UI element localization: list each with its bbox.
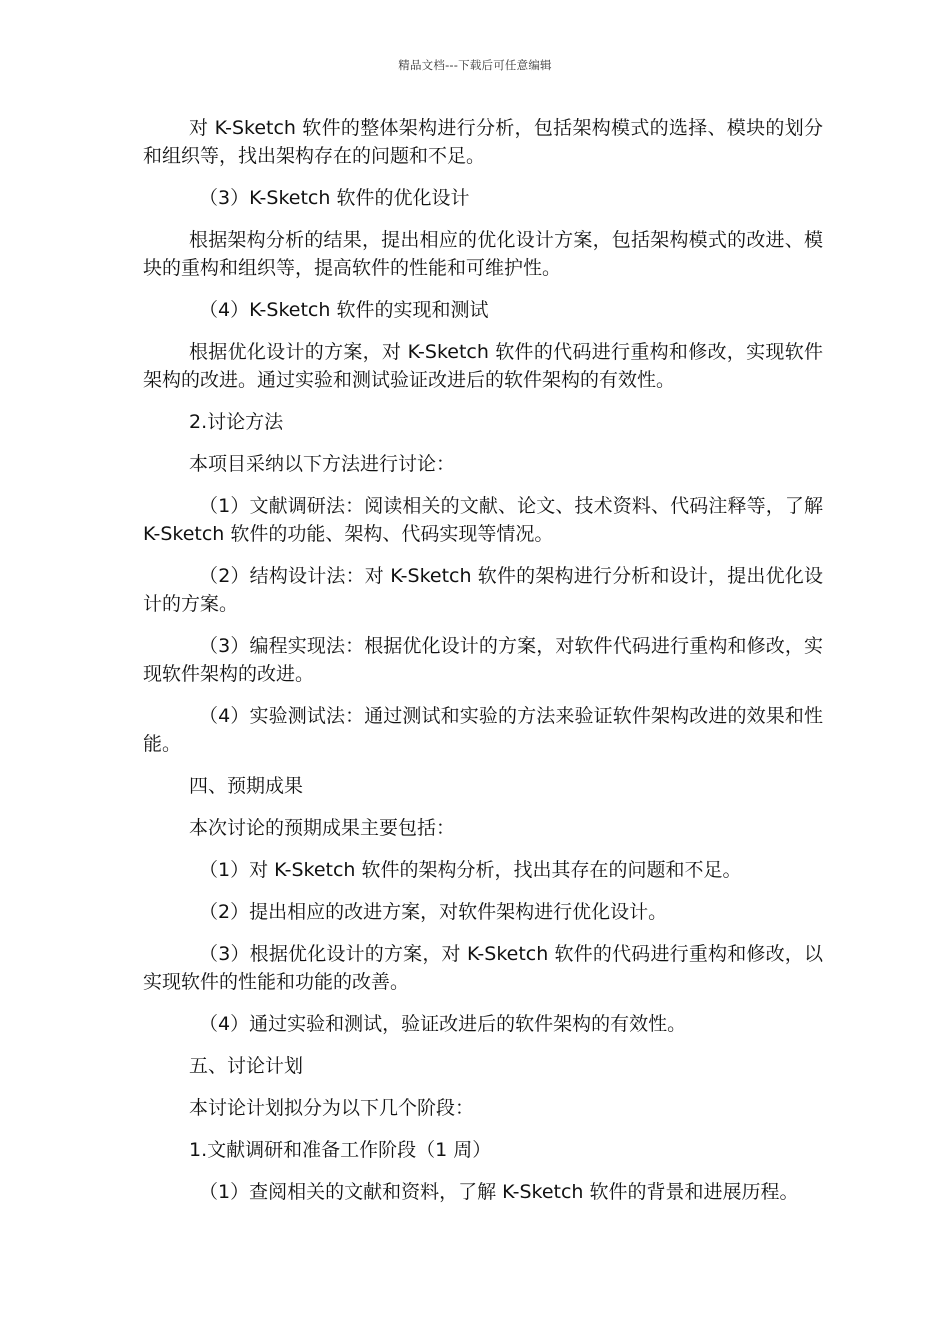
heading-research-plan: 五、讨论计划: [189, 1055, 304, 1077]
heading-expected-results: 四、预期成果: [189, 775, 304, 797]
list-item-expected-3: （3）根据优化设计的方案，对 K-Sketch 软件的代码进行重构和修改，以实现软件的性能和功能的改善。: [143, 943, 823, 993]
list-item-programming-method: （3）编程实现法：根据优化设计的方案，对软件代码进行重构和修改，实现软件架构的改进。: [143, 635, 823, 685]
paragraph-expected-intro: 本次讨论的预期成果主要包括：: [189, 817, 456, 839]
paragraph-methods-intro: 本项目采纳以下方法进行讨论：: [189, 453, 456, 475]
heading-research-methods: 2.讨论方法: [189, 411, 284, 433]
list-item-phase-1-step-1: （1）查阅相关的文献和资料，了解 K-Sketch 软件的背景和进展历程。: [199, 1181, 799, 1203]
list-item-structure-design-method: （2）结构设计法：对 K-Sketch 软件的架构进行分析和设计，提出优化设计的方案。: [143, 565, 823, 615]
paragraph-plan-intro: 本讨论计划拟分为以下几个阶段：: [189, 1097, 475, 1119]
list-item-expected-4: （4）通过实验和测试，验证改进后的软件架构的有效性。: [199, 1013, 687, 1035]
heading-implementation-testing: （4）K-Sketch 软件的实现和测试: [199, 299, 489, 321]
heading-optimization-design: （3）K-Sketch 软件的优化设计: [199, 187, 470, 209]
list-item-literature-method: （1）文献调研法：阅读相关的文献、论文、技术资料、代码注释等，了解 K-Sketch 软件的功能、架构、代码实现等情况。: [143, 495, 823, 545]
paragraph-architecture-analysis: 对 K-Sketch 软件的整体架构进行分析，包括架构模式的选择、模块的划分和组织等，找出架构存在的问题和不足。: [143, 117, 823, 167]
heading-phase-1: 1.文献调研和准备工作阶段（1 周）: [189, 1139, 492, 1161]
paragraph-optimization-design: 根据架构分析的结果，提出相应的优化设计方案，包括架构模式的改进、模块的重构和组织等，提高软件的性能和可维护性。: [143, 229, 823, 279]
list-item-expected-2: （2）提出相应的改进方案，对软件架构进行优化设计。: [199, 901, 668, 923]
page-header: 精品文档---下载后可任意编辑: [398, 58, 552, 72]
document-body: [143, 114, 823, 1220]
list-item-testing-method: （4）实验测试法：通过测试和实验的方法来验证软件架构改进的效果和性能。: [143, 705, 823, 755]
list-item-expected-1: （1）对 K-Sketch 软件的架构分析，找出其存在的问题和不足。: [199, 859, 742, 881]
paragraph-implementation-testing: 根据优化设计的方案，对 K-Sketch 软件的代码进行重构和修改，实现软件架构的改进。通过实验和测试验证改进后的软件架构的有效性。: [143, 341, 823, 391]
